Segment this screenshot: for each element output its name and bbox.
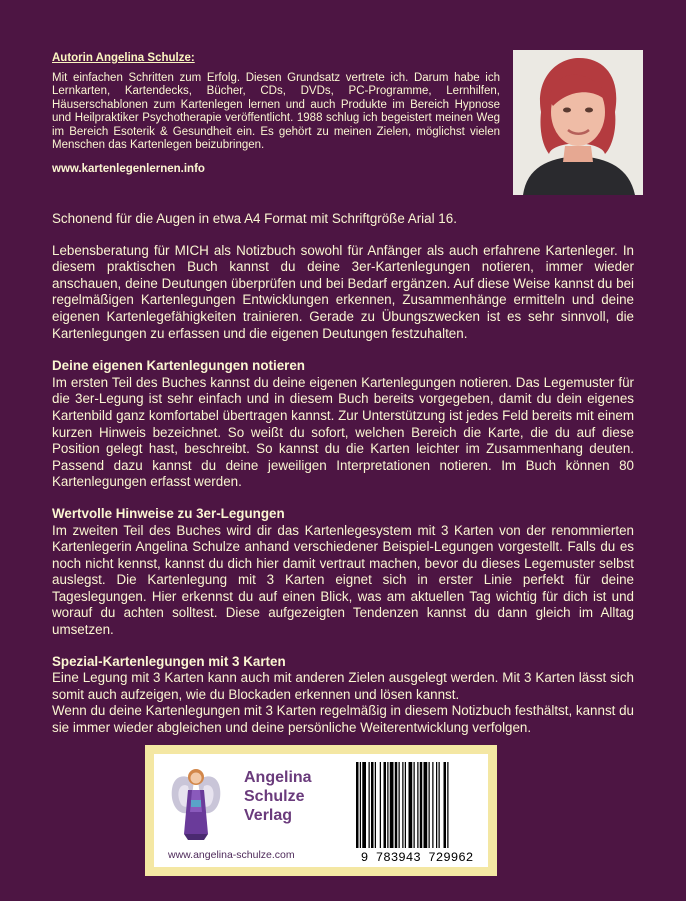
main-text	[52, 211, 634, 737]
publisher-name-line2: Schulze	[244, 788, 305, 805]
section-text: Im zweiten Teil des Buches wird dir das Kartenlegesystem mit 3 Karten von der renommierten Kartenlegerin Angelina Schulze anhand verschiedener Beispiel-Legungen vorgestellt. Falls du es noch nicht kennst, kannst du dich hier damit vertraut machen, bevor du dieses Legemuster selbst auslegst. Die Kartenlegung mit 3 Karten eignet sich in erster Linie perfekt für deine Tageslegungen. Hier erkennst du auf einen Blick, was am aktuellen Tag wichtig für dich ist und worauf du achten solltest. Diese aufgezeigten Tendenzen kannst du dann gleich im Alltag umsetzen.	[52, 522, 634, 638]
publisher-box	[145, 745, 497, 876]
isbn-digits: 9 783943 729962	[360, 851, 474, 864]
section-heading: Spezial-Kartenlegungen mit 3 Karten	[52, 653, 286, 669]
angel-logo-icon	[168, 762, 224, 844]
author-bio: Mit einfachen Schritten zum Erfolg. Diesen Grundsatz vertrete ich. Darum habe ich Lernkarten, Kartendecks, Bücher, CDs, DVDs, PC-Programme, Lernhilfen, Häuserschablonen zum Kartenlegen lernen und auch Produkte im Bereich Hypnose und Heilpraktiker Psychotherapie veröffentlicht. 1988 schlug ich begeistert meinen Weg im Bereich Esoterik & Gesundheit ein. Es gehört zu meinen Zielen, möglichst vielen Menschen das Kartenlegen beizubringen.	[52, 71, 500, 151]
publisher-website[interactable]: www.angelina-schulze.com	[168, 849, 295, 861]
section-text: Im ersten Teil des Buches kannst du deine eigenen Kartenlegungen notieren. Das Legemuster für die 3er-Legung ist sehr einfach und in diesem Buch bereits vorgegeben, damit du dein eigenes Kartenbild ganz komfortabel übertragen kannst. Zur Unterstützung ist jedes Feld bereits mit einem kurzen Hinweis bezeichnet. So weißt du sofort, welchen Bereich die Karte, die du auf diese Position gelegt hast, beschreibt. So kannst du die Karten leichter im Zusammenhang deuten. Passend dazu kannst du deine jeweiligen Interpretationen notieren. Im Buch können 80 Kartenlegungen erfasst werden.	[52, 374, 634, 490]
author-photo	[513, 50, 643, 195]
author-website[interactable]: www.kartenlegenlernen.info	[52, 162, 205, 175]
publisher-name-line1: Angelina	[244, 769, 312, 786]
author-title: Autorin Angelina Schulze:	[52, 52, 195, 64]
section-text-2: Wenn du deine Kartenlegungen mit 3 Karten regelmäßig in diesem Notizbuch festhältst, kannst du sie immer wieder abgleichen und deine persönliche Weiterentwicklung verfolgen.	[52, 703, 634, 736]
publisher-name-line3: Verlag	[244, 807, 293, 824]
author-block	[52, 52, 500, 176]
description: Lebensberatung für MICH als Notizbuch sowohl für Anfänger als auch erfahrene Kartenleger. In diesem praktischen Buch kannst du deine 3er-Kartenlegungen notieren, immer wieder anschauen, deine Deutungen überprüfen und bei Bedarf ergänzen. Auf diese Weise kannst du bei regelmäßigen Kartenlegungen Entwicklungen erkennen, Zusammenhänge ermitteln und deine eigenen Kartenlegefähigkeiten trainieren. Gerade zu Übungszwecken ist es sehr sinnvoll, die Kartenlegungen zu erfassen und die eigenen Deutungen festzuhalten.	[52, 242, 634, 341]
section-text: Eine Legung mit 3 Karten kann auch mit anderen Zielen ausgelegt werden. Mit 3 Karten lässt sich somit auch aufzeigen, wie du Blockaden erkennen und lösen kannst.	[52, 670, 634, 702]
publisher-inner	[154, 754, 488, 867]
author-portrait-icon	[513, 50, 643, 195]
intro-line: Schonend für die Augen in etwa A4 Format mit Schriftgröße Arial 16.	[52, 211, 457, 226]
section-heading: Deine eigenen Kartenlegungen notieren	[52, 358, 305, 374]
section-heading: Wertvolle Hinweise zu 3er-Legungen	[52, 505, 285, 521]
barcode	[350, 760, 484, 864]
publisher-name	[244, 768, 354, 825]
